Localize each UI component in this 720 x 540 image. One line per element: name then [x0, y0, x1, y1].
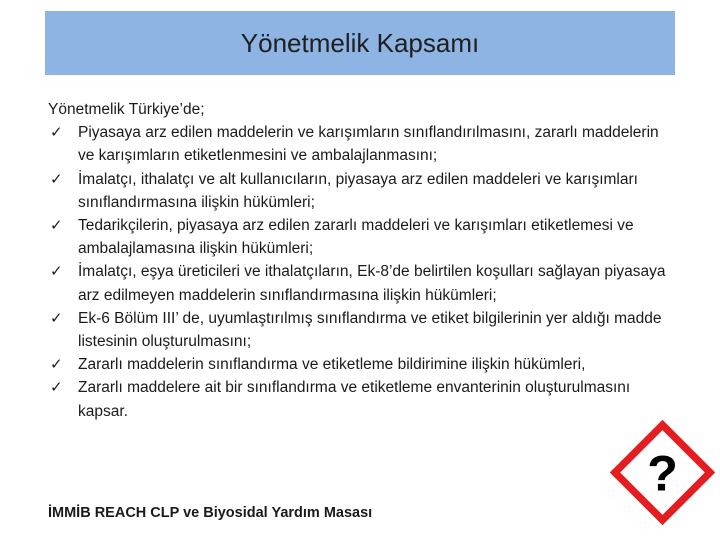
footer-text: İMMİB REACH CLP ve Biyosidal Yardım Masası	[48, 505, 373, 521]
check-icon: ✓	[50, 123, 63, 142]
question-mark-hazard-icon	[610, 420, 715, 525]
check-icon: ✓	[50, 262, 63, 281]
list-item-text: İmalatçı, ithalatçı ve alt kullanıcıların, piyasaya arz edilen maddeleri ve karışımları sınıflandırmasına ilişkin hükümleri;	[78, 170, 638, 211]
list-item	[48, 214, 673, 260]
hazard-question-mark: ?	[647, 444, 678, 502]
list-item	[48, 121, 673, 167]
list-item-text: Zararlı maddelere ait bir sınıflandırma ve etiketleme envanterinin oluşturulmasını kapsar.	[78, 379, 631, 420]
check-icon: ✓	[50, 216, 63, 235]
list-item	[48, 307, 673, 353]
list-item-text: Piyasaya arz edilen maddelerin ve karışımların sınıflandırılmasını, zararlı maddelerin ve karışımların etiketlenmesini ve ambalajlanmasını;	[78, 124, 659, 165]
intro-text: Yönetmelik Türkiye’de;	[48, 101, 205, 118]
title-bar	[45, 11, 675, 75]
check-icon: ✓	[50, 378, 63, 397]
page-title: Yönetmelik Kapsamı	[240, 27, 480, 58]
list-item	[48, 168, 673, 214]
list-item-text: Ek-6 Bölüm III’ de, uyumlaştırılmış sınıflandırma ve etiket bilgilerinin yer aldığı madde listesinin oluşturulmasını;	[78, 309, 662, 351]
check-icon: ✓	[50, 355, 63, 374]
list-item	[48, 260, 673, 306]
content-body	[48, 98, 673, 423]
list-item-text: İmalatçı, eşya üreticileri ve ithalatçıların, Ek-8’de belirtilen koşulları sağlayan piyasaya arz edilmeyen maddelerin sınıflandırmasına ilişkin hükümleri;	[78, 263, 666, 304]
list-item	[48, 376, 673, 422]
scope-list	[48, 121, 673, 423]
list-item-text: Zararlı maddelerin sınıflandırma ve etiketleme bildirimine ilişkin hükümleri,	[78, 356, 586, 374]
list-item-text: Tedarikçilerin, piyasaya arz edilen zararlı maddeleri ve karışımları etiketlemesi ve ambalajlamasına ilişkin hükümleri;	[78, 217, 634, 258]
list-item	[48, 353, 673, 376]
check-icon: ✓	[50, 308, 63, 327]
check-icon: ✓	[50, 169, 63, 188]
